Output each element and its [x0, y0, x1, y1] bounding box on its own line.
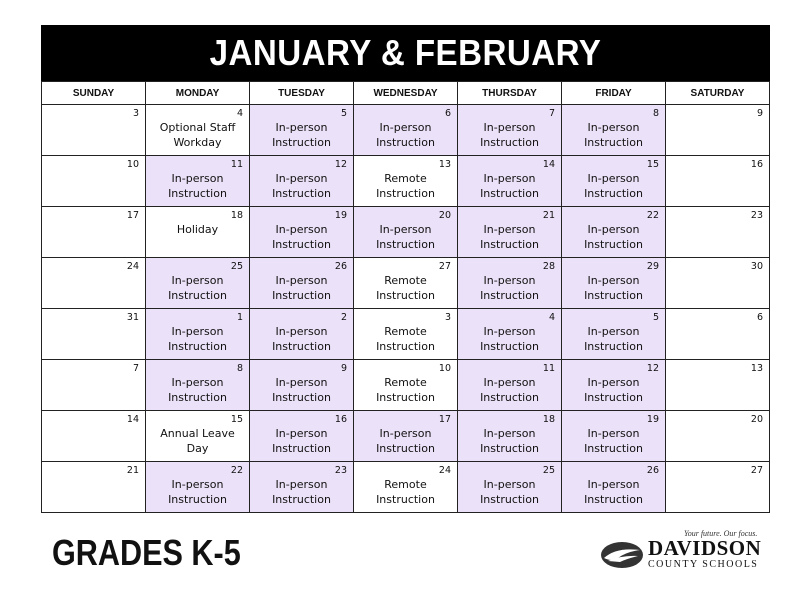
- day-note: In-person Instruction: [480, 376, 539, 404]
- day-note: In-person Instruction: [272, 376, 331, 404]
- calendar-day-cell: [146, 360, 250, 411]
- day-number: 4: [548, 312, 555, 323]
- calendar-day-cell: [666, 360, 770, 411]
- calendar-day-cell: [562, 207, 666, 258]
- day-number: 31: [126, 312, 139, 323]
- day-note: Holiday: [176, 223, 219, 236]
- day-number: 21: [542, 210, 555, 221]
- calendar-day-cell: [458, 411, 562, 462]
- day-note: In-person Instruction: [272, 121, 331, 149]
- calendar-day-cell: [354, 156, 458, 207]
- day-note: In-person Instruction: [480, 223, 539, 251]
- calendar-day-cell: [666, 207, 770, 258]
- calendar-day-cell: [354, 309, 458, 360]
- calendar-day-cell: [458, 207, 562, 258]
- day-note: Remote Instruction: [376, 376, 435, 404]
- calendar-day-cell: [458, 462, 562, 513]
- day-note: In-person Instruction: [272, 223, 331, 251]
- day-number: 26: [646, 465, 659, 476]
- day-number: 9: [756, 108, 763, 119]
- day-number: 28: [542, 261, 555, 272]
- day-note: Annual Leave Day: [160, 427, 235, 455]
- day-note: In-person Instruction: [168, 172, 227, 200]
- day-note: In-person Instruction: [480, 274, 539, 302]
- day-number: 4: [236, 108, 243, 119]
- day-note: Remote Instruction: [376, 478, 435, 506]
- day-number: 17: [126, 210, 139, 221]
- calendar-day-cell: [458, 105, 562, 156]
- calendar-day-cell: [146, 207, 250, 258]
- calendar-day-cell: [666, 411, 770, 462]
- day-number: 12: [646, 363, 659, 374]
- day-number: 16: [750, 159, 763, 170]
- calendar-title: JANUARY & FEBRUARY: [70, 25, 741, 81]
- calendar-day-cell: [562, 462, 666, 513]
- day-note: In-person Instruction: [480, 172, 539, 200]
- day-number: 22: [230, 465, 243, 476]
- weekday-header-row: [42, 82, 770, 105]
- day-number: 18: [230, 210, 243, 221]
- day-note: In-person Instruction: [584, 274, 643, 302]
- day-number: 17: [438, 414, 451, 425]
- day-number: 15: [230, 414, 243, 425]
- calendar-day-cell: [42, 156, 146, 207]
- day-number: 3: [444, 312, 451, 323]
- calendar-week-row: [42, 360, 770, 411]
- day-number: 13: [438, 159, 451, 170]
- calendar-day-cell: [562, 258, 666, 309]
- day-note: In-person Instruction: [376, 223, 435, 251]
- day-number: 5: [652, 312, 659, 323]
- day-number: 25: [230, 261, 243, 272]
- day-note: Remote Instruction: [376, 172, 435, 200]
- day-number: 3: [132, 108, 139, 119]
- day-note: In-person Instruction: [480, 121, 539, 149]
- day-number: 2: [340, 312, 347, 323]
- day-number: 25: [542, 465, 555, 476]
- day-note: In-person Instruction: [272, 274, 331, 302]
- calendar-day-cell: [354, 105, 458, 156]
- calendar-day-cell: [354, 207, 458, 258]
- calendar-day-cell: [146, 309, 250, 360]
- calendar-day-cell: [250, 105, 354, 156]
- calendar: [41, 25, 770, 513]
- day-note: In-person Instruction: [272, 427, 331, 455]
- day-note: In-person Instruction: [272, 325, 331, 353]
- calendar-body: [42, 105, 770, 513]
- calendar-week-row: [42, 309, 770, 360]
- calendar-day-cell: [42, 360, 146, 411]
- day-note: In-person Instruction: [584, 325, 643, 353]
- day-number: 19: [646, 414, 659, 425]
- day-number: 15: [646, 159, 659, 170]
- day-number: 21: [126, 465, 139, 476]
- calendar-day-cell: [562, 360, 666, 411]
- calendar-week-row: [42, 258, 770, 309]
- logo-name: DAVIDSON: [648, 536, 762, 560]
- calendar-day-cell: [354, 360, 458, 411]
- day-number: 24: [126, 261, 139, 272]
- weekday-header: THURSDAY: [458, 82, 562, 105]
- day-number: 10: [126, 159, 139, 170]
- day-number: 8: [236, 363, 243, 374]
- day-note: In-person Instruction: [376, 121, 435, 149]
- weekday-header: TUESDAY: [250, 82, 354, 105]
- day-number: 11: [230, 159, 243, 170]
- district-logo: [600, 538, 761, 571]
- calendar-week-row: [42, 156, 770, 207]
- day-number: 20: [438, 210, 451, 221]
- day-note: In-person Instruction: [272, 478, 331, 506]
- day-note: In-person Instruction: [480, 478, 539, 506]
- calendar-day-cell: [42, 105, 146, 156]
- day-number: 8: [652, 108, 659, 119]
- day-number: 14: [126, 414, 139, 425]
- eagle-swoosh-icon: [600, 541, 644, 569]
- day-note: Remote Instruction: [376, 274, 435, 302]
- calendar-day-cell: [354, 258, 458, 309]
- calendar-day-cell: [354, 462, 458, 513]
- calendar-day-cell: [42, 411, 146, 462]
- calendar-day-cell: [250, 411, 354, 462]
- day-note: In-person Instruction: [584, 478, 643, 506]
- day-number: 30: [750, 261, 763, 272]
- calendar-day-cell: [666, 156, 770, 207]
- calendar-day-cell: [250, 360, 354, 411]
- day-note: In-person Instruction: [168, 478, 227, 506]
- day-number: 27: [438, 261, 451, 272]
- calendar-day-cell: [666, 309, 770, 360]
- weekday-header: FRIDAY: [562, 82, 666, 105]
- day-note: In-person Instruction: [584, 427, 643, 455]
- tagline: Your future. Our focus.: [684, 529, 758, 538]
- calendar-day-cell: [250, 156, 354, 207]
- calendar-week-row: [42, 411, 770, 462]
- day-number: 13: [750, 363, 763, 374]
- grades-label: GRADES K-5: [52, 532, 241, 573]
- calendar-day-cell: [562, 309, 666, 360]
- day-number: 20: [750, 414, 763, 425]
- calendar-day-cell: [666, 258, 770, 309]
- calendar-day-cell: [250, 309, 354, 360]
- calendar-day-cell: [666, 462, 770, 513]
- weekday-header: SUNDAY: [42, 82, 146, 105]
- calendar-grid: [41, 81, 770, 513]
- calendar-week-row: [42, 105, 770, 156]
- calendar-week-row: [42, 462, 770, 513]
- day-note: In-person Instruction: [480, 325, 539, 353]
- calendar-day-cell: [250, 462, 354, 513]
- day-number: 1: [236, 312, 243, 323]
- calendar-day-cell: [146, 105, 250, 156]
- day-note: Remote Instruction: [376, 325, 435, 353]
- calendar-day-cell: [42, 462, 146, 513]
- calendar-day-cell: [562, 156, 666, 207]
- day-number: 10: [438, 363, 451, 374]
- day-note: In-person Instruction: [168, 376, 227, 404]
- day-number: 19: [334, 210, 347, 221]
- day-number: 23: [750, 210, 763, 221]
- day-note: In-person Instruction: [584, 376, 643, 404]
- calendar-day-cell: [42, 309, 146, 360]
- day-number: 29: [646, 261, 659, 272]
- calendar-day-cell: [42, 207, 146, 258]
- day-note: In-person Instruction: [168, 274, 227, 302]
- weekday-header: MONDAY: [146, 82, 250, 105]
- day-note: In-person Instruction: [584, 223, 643, 251]
- calendar-day-cell: [458, 360, 562, 411]
- day-note: In-person Instruction: [272, 172, 331, 200]
- day-number: 26: [334, 261, 347, 272]
- day-number: 5: [340, 108, 347, 119]
- logo-subtitle: COUNTY SCHOOLS: [648, 559, 759, 570]
- calendar-day-cell: [146, 462, 250, 513]
- calendar-day-cell: [458, 309, 562, 360]
- calendar-day-cell: [354, 411, 458, 462]
- day-number: 6: [444, 108, 451, 119]
- day-number: 14: [542, 159, 555, 170]
- day-number: 7: [548, 108, 555, 119]
- calendar-day-cell: [42, 258, 146, 309]
- weekday-header: SATURDAY: [666, 82, 770, 105]
- day-number: 22: [646, 210, 659, 221]
- day-number: 12: [334, 159, 347, 170]
- title-bar: [41, 25, 770, 81]
- calendar-day-cell: [146, 411, 250, 462]
- day-note: In-person Instruction: [168, 325, 227, 353]
- calendar-day-cell: [562, 105, 666, 156]
- weekday-header: WEDNESDAY: [354, 82, 458, 105]
- day-number: 6: [756, 312, 763, 323]
- day-number: 18: [542, 414, 555, 425]
- day-note: Optional Staff Workday: [159, 121, 236, 149]
- day-number: 11: [542, 363, 555, 374]
- day-number: 9: [340, 363, 347, 374]
- day-number: 23: [334, 465, 347, 476]
- day-number: 7: [132, 363, 139, 374]
- calendar-day-cell: [250, 207, 354, 258]
- calendar-day-cell: [146, 258, 250, 309]
- day-number: 24: [438, 465, 451, 476]
- logo-text: [648, 538, 761, 571]
- calendar-day-cell: [250, 258, 354, 309]
- day-note: In-person Instruction: [376, 427, 435, 455]
- calendar-day-cell: [458, 156, 562, 207]
- calendar-day-cell: [146, 156, 250, 207]
- calendar-day-cell: [666, 105, 770, 156]
- day-note: In-person Instruction: [584, 172, 643, 200]
- day-number: 27: [750, 465, 763, 476]
- calendar-week-row: [42, 207, 770, 258]
- day-number: 16: [334, 414, 347, 425]
- calendar-day-cell: [458, 258, 562, 309]
- day-note: In-person Instruction: [584, 121, 643, 149]
- calendar-day-cell: [562, 411, 666, 462]
- day-note: In-person Instruction: [480, 427, 539, 455]
